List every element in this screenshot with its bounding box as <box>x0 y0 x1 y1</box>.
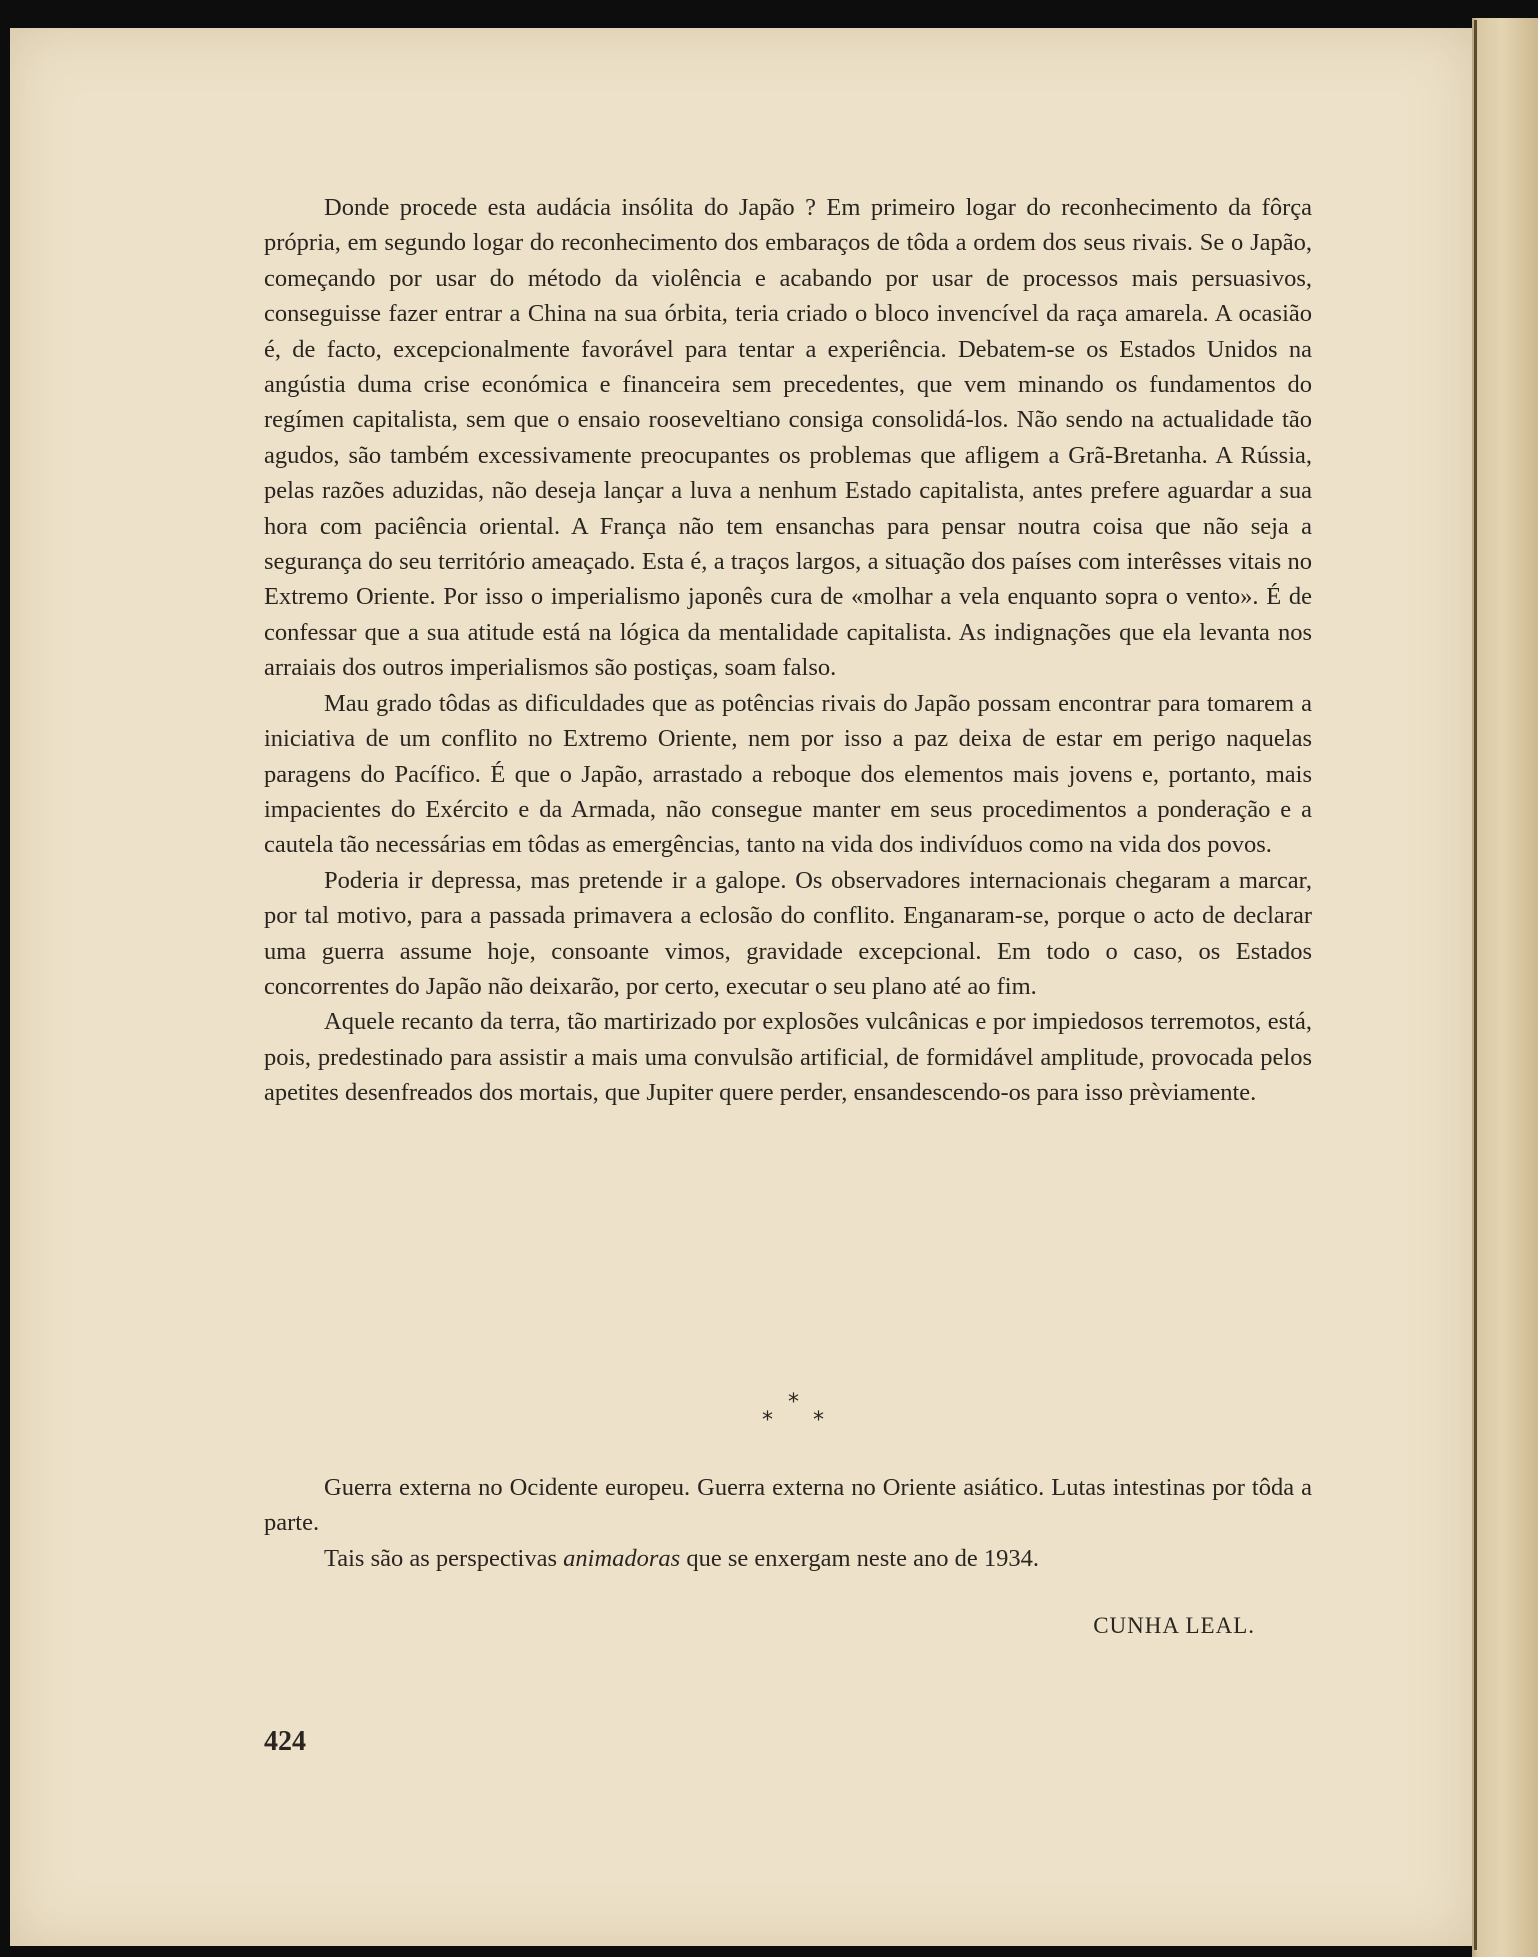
section-separator <box>740 1390 840 1440</box>
paragraph-1: Donde procede esta audácia insólita do Japão ? Em primeiro logar do reconhecimento da fôrça própria, em segundo logar do reconhecimento dos embaraços de tôda a ordem dos seus rivais. Se o Japão, começando por usar do método da violência e acabando por usar de processos mais persuasivos, conseguisse fazer entrar a China na sua órbita, teria criado o bloco invencível da raça amarela. A ocasião é, de facto, excepcionalmente favorável para tentar a experiência. Debatem-se os Estados Unidos na angústia duma crise económica e financeira sem precedentes, que vem minando os fundamentos do regímen capitalista, sem que o ensaio rooseveltiano consiga consolidá-los. Não sendo na actualidade tão agudos, são também excessivamente preocupantes os problemas que afligem a Grã-Bretanha. A Rússia, pelas razões aduzidas, não deseja lançar a luva a nenhum Estado capitalista, antes prefere aguardar a sua hora com paciência oriental. A França não tem ensanchas para pensar noutra coisa que não seja a segurança do seu território ameaçado. Esta é, a traços largos, a situação dos países com interêsses vitais no Extremo Oriente. Por isso o imperialismo japonês cura de «molhar a vela enquanto sopra o vento». É de confessar que a sua atitude está na lógica da mentalidade capitalista. As indignações que ela levanta nos arraiais dos outros imperialismos são postiças, soam falso. <box>264 194 1312 682</box>
paragraph-2: Mau grado tôdas as dificuldades que as potências rivais do Japão possam encontrar para tomarem a iniciativa de um conflito no Extremo Oriente, nem por isso a paz deixa de estar em perigo naquelas paragens do Pacífico. É que o Japão, arrastado a reboque dos elementos mais jovens e, portanto, mais impacientes do Exército e da Armada, não consegue manter em seus procedimentos a ponderação e a cautela tão necessárias em tôdas as emergências, tanto na vida dos indivíduos como na vida dos povos. <box>264 689 1312 859</box>
separator-star-top: * <box>788 1390 799 1415</box>
page-number: 424 <box>264 1726 306 1757</box>
closing-paragraph-2-emphasis: animadoras <box>563 1544 681 1572</box>
paragraph-3: Poderia ir depressa, mas pretende ir a galope. Os observadores internacionais chegaram a marcar, por tal motivo, para a passada primavera a eclosão do conflito. Enganaram-se, porque o acto de declarar uma guerra assume hoje, consoante vimos, gravidade excepcional. Em todo o caso, os Estados concorrentes do Japão não deixarão, por certo, executar o seu plano até ao fim. <box>264 866 1312 1000</box>
separator-star-left: * <box>762 1408 773 1433</box>
author-signature: CUNHA LEAL. <box>1093 1613 1255 1638</box>
binding-edge-line <box>1474 20 1477 1950</box>
closing-paragraph-2-end: que se enxergam neste ano de 1934. <box>680 1544 1039 1572</box>
separator-star-right: * <box>813 1408 824 1433</box>
closing-paragraph-2 <box>264 1541 1312 1576</box>
paragraph-4: Aquele recanto da terra, tão martirizado por explosões vulcânicas e por impiedosos terremotos, está, pois, predestinado para assistir a mais uma convulsão artificial, de formidável amplitude, provocada pelos apetites desenfreados dos mortais, que Jupiter quere perder, ensandescendo-os para isso prèviamente. <box>264 1008 1312 1107</box>
body-text <box>264 190 1312 1111</box>
closing-paragraph-1: Guerra externa no Ocidente europeu. Guerra externa no Oriente asiático. Lutas intestinas por tôda a parte. <box>264 1474 1312 1537</box>
closing-text <box>264 1470 1312 1576</box>
closing-paragraph-2-start: Tais são as perspectivas <box>324 1544 564 1572</box>
next-page-edge <box>1472 18 1538 1957</box>
